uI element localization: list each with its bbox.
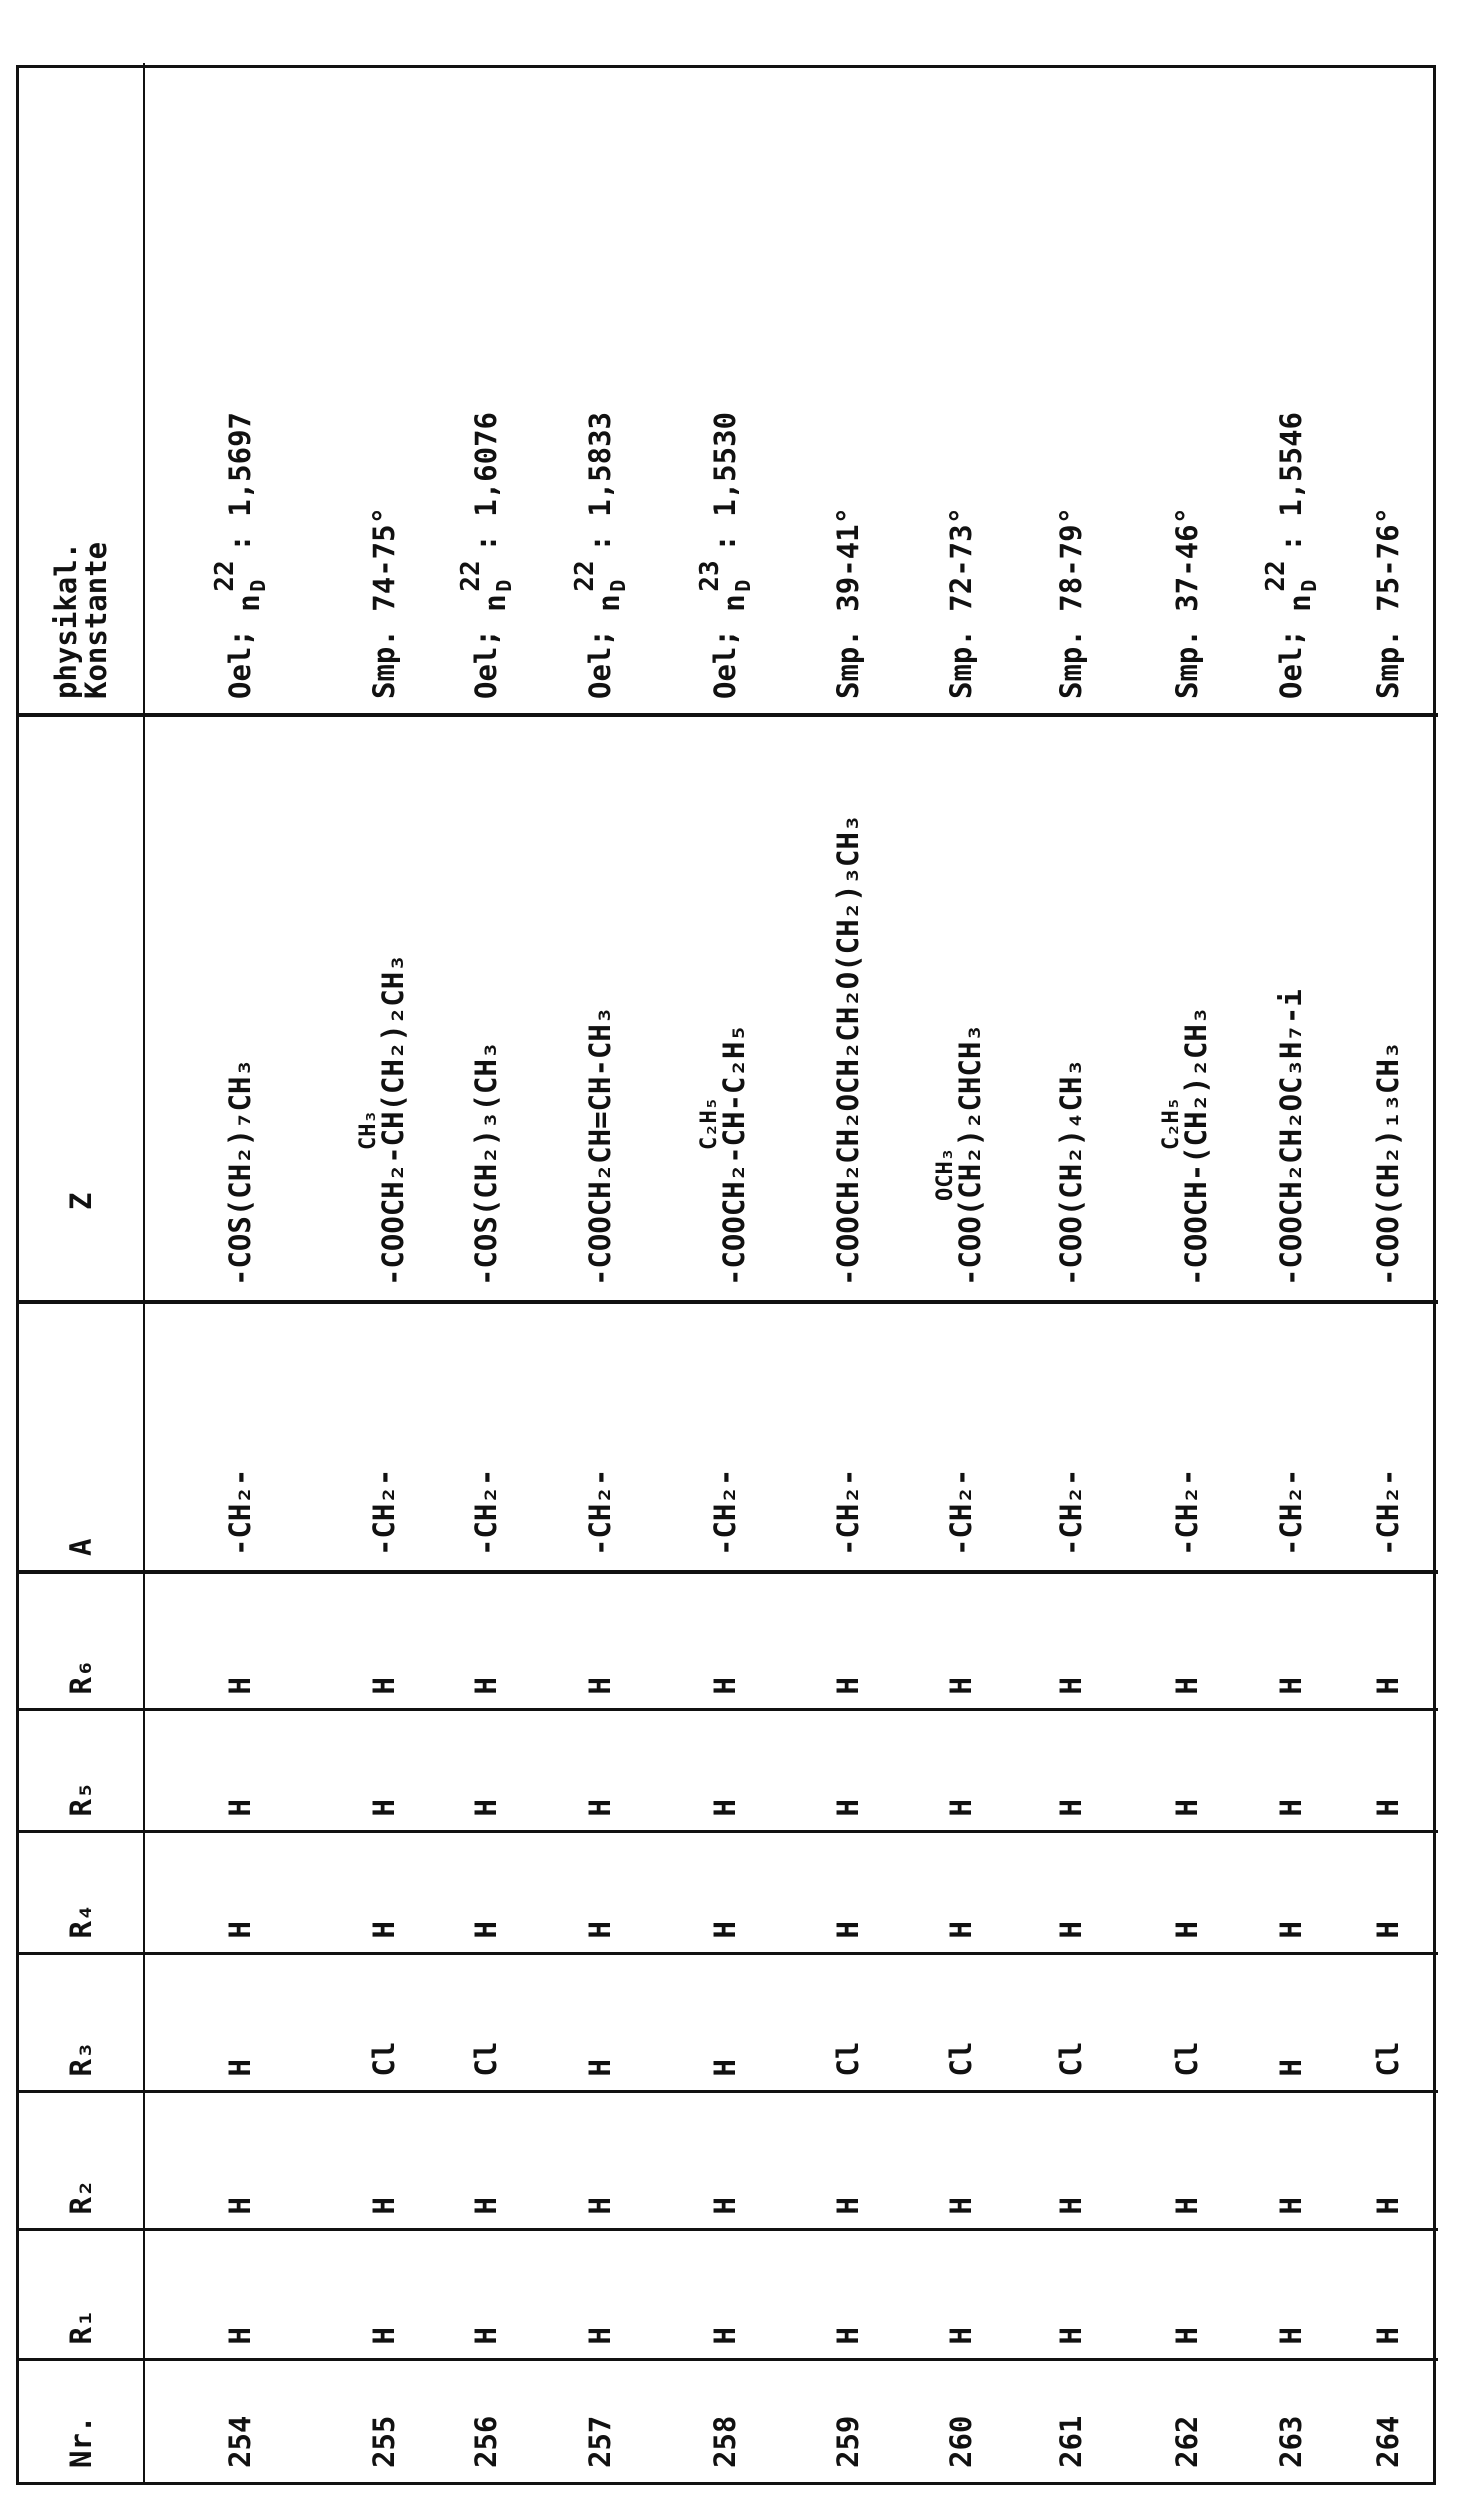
nd-d: D <box>492 580 516 592</box>
z-formula: -COOCH-(CH₂)₂CH₃ <box>1179 1007 1213 1286</box>
cell-r5: H <box>334 1710 434 1832</box>
cell-konstante <box>1012 63 1130 715</box>
cell-a: -CH₂- <box>1130 1302 1244 1572</box>
table-row <box>334 63 434 2482</box>
cell-r5: H <box>144 1710 334 1832</box>
melting-point: Smp. 39-41° <box>831 507 865 699</box>
cell-nr: 261 <box>1012 2360 1130 2482</box>
table-row <box>909 63 1012 2482</box>
cell-konstante <box>434 63 538 715</box>
cell-r6: H <box>662 1572 787 1710</box>
branch-substituent: C₂H₅ <box>1161 717 1183 1150</box>
header-nr: Nr. <box>19 2360 144 2482</box>
header-konstante-line2: Konstante <box>79 542 113 699</box>
nd-n: n <box>232 594 266 611</box>
cell-r2: H <box>662 2092 787 2230</box>
cell-r1: H <box>434 2230 538 2360</box>
cell-z <box>662 715 787 1302</box>
nd-d: D <box>731 580 755 592</box>
cell-konstante <box>787 63 909 715</box>
cell-konstante <box>1130 63 1244 715</box>
cell-a: -CH₂- <box>787 1302 909 1572</box>
table-row <box>1012 63 1130 2482</box>
cell-r4: H <box>1130 1832 1244 1954</box>
nd-d: D <box>606 580 630 592</box>
cell-nr: 254 <box>144 2360 334 2482</box>
cell-z <box>434 715 538 1302</box>
cell-r1: H <box>334 2230 434 2360</box>
z-formula: -COOCH₂CH=CH-CH₃ <box>583 1007 617 1286</box>
cell-r1: H <box>144 2230 334 2360</box>
z-formula: -COOCH₂CH₂OCH₂CH₂O(CH₂)₃CH₃ <box>831 815 865 1286</box>
nd-n: n <box>717 594 751 611</box>
cell-r1: H <box>1012 2230 1130 2360</box>
cell-r3: Cl <box>334 1954 434 2092</box>
cell-r1: H <box>1130 2230 1244 2360</box>
cell-r2: H <box>1130 2092 1244 2230</box>
cell-r5: H <box>787 1710 909 1832</box>
refractive-index-value: : 1,6076 <box>469 412 503 552</box>
table-row <box>1130 63 1244 2482</box>
cell-r3: Cl <box>909 1954 1012 2092</box>
cell-r2: H <box>1338 2092 1438 2230</box>
cell-nr: 257 <box>538 2360 662 2482</box>
cell-r2: H <box>787 2092 909 2230</box>
cell-a: -CH₂- <box>909 1302 1012 1572</box>
melting-point: Smp. 75-76° <box>1371 507 1405 699</box>
cell-r6: H <box>538 1572 662 1710</box>
cell-r6: H <box>1244 1572 1338 1710</box>
z-formula: -COO(CH₂)₁₃CH₃ <box>1371 1042 1405 1286</box>
cell-r3: Cl <box>787 1954 909 2092</box>
cell-z <box>787 715 909 1302</box>
cell-konstante <box>909 63 1012 715</box>
refractive-index-value: : 1,5546 <box>1274 412 1308 552</box>
cell-r4: H <box>1012 1832 1130 1954</box>
cell-nr: 263 <box>1244 2360 1338 2482</box>
branch-substituent: C₂H₅ <box>699 717 721 1150</box>
cell-r1: H <box>662 2230 787 2360</box>
cell-r2: H <box>1012 2092 1130 2230</box>
state-label: Oel; <box>708 629 742 699</box>
cell-a: -CH₂- <box>144 1302 334 1572</box>
cell-konstante <box>662 63 787 715</box>
cell-r5: H <box>1338 1710 1438 1832</box>
branch-substituent: CH₃ <box>358 717 380 1150</box>
cell-z <box>1130 715 1244 1302</box>
cell-r3: Cl <box>1130 1954 1244 2092</box>
cell-konstante <box>538 63 662 715</box>
cell-r2: H <box>909 2092 1012 2230</box>
cell-r5: H <box>538 1710 662 1832</box>
state-label: Oel; <box>469 629 503 699</box>
cell-r6: H <box>144 1572 334 1710</box>
nd-temperature: 23 <box>695 560 725 591</box>
cell-r4: H <box>144 1832 334 1954</box>
z-formula: -COO(CH₂)₄CH₃ <box>1054 1059 1088 1286</box>
cell-a: -CH₂- <box>434 1302 538 1572</box>
cell-r2: H <box>144 2092 334 2230</box>
state-label: Oel; <box>583 629 617 699</box>
cell-r4: H <box>662 1832 787 1954</box>
cell-konstante <box>1338 63 1438 715</box>
cell-r1: H <box>538 2230 662 2360</box>
refractive-index-value: : 1,5697 <box>223 412 257 552</box>
cell-nr: 262 <box>1130 2360 1244 2482</box>
cell-r3: Cl <box>434 1954 538 2092</box>
cell-r6: H <box>434 1572 538 1710</box>
nd-temperature: 22 <box>1261 560 1291 591</box>
cell-a: -CH₂- <box>1338 1302 1438 1572</box>
cell-r3: H <box>538 1954 662 2092</box>
state-label: Oel; <box>1274 629 1308 699</box>
cell-r4: H <box>538 1832 662 1954</box>
z-formula: -COOCH₂-CH-C₂H₅ <box>717 1024 751 1286</box>
nd-d: D <box>1297 580 1321 592</box>
header-r6: R₆ <box>19 1572 144 1710</box>
cell-z <box>1338 715 1438 1302</box>
cell-z <box>1012 715 1130 1302</box>
nd-temperature: 22 <box>210 560 240 591</box>
z-formula: -COS(CH₂)₃(CH₃ <box>469 1042 503 1286</box>
table-row <box>434 63 538 2482</box>
table-row <box>538 63 662 2482</box>
header-row <box>19 63 144 2482</box>
header-z: Z <box>19 715 144 1302</box>
nd-n: n <box>478 594 512 611</box>
cell-r1: H <box>1338 2230 1438 2360</box>
header-r2: R₂ <box>19 2092 144 2230</box>
cell-a: -CH₂- <box>662 1302 787 1572</box>
table-row <box>787 63 909 2482</box>
cell-r5: H <box>909 1710 1012 1832</box>
cell-r3: H <box>144 1954 334 2092</box>
refractive-index-value: : 1,5833 <box>583 412 617 552</box>
cell-a: -CH₂- <box>1012 1302 1130 1572</box>
cell-r3: Cl <box>1012 1954 1130 2092</box>
cell-nr: 258 <box>662 2360 787 2482</box>
cell-z <box>144 715 334 1302</box>
table-row <box>662 63 787 2482</box>
header-r5: R₅ <box>19 1710 144 1832</box>
cell-konstante <box>144 63 334 715</box>
z-formula: -COOCH₂-CH(CH₂)₂CH₃ <box>376 954 410 1286</box>
cell-konstante <box>334 63 434 715</box>
cell-nr: 264 <box>1338 2360 1438 2482</box>
cell-r5: H <box>1012 1710 1130 1832</box>
cell-r4: H <box>1338 1832 1438 1954</box>
cell-r3: H <box>662 1954 787 2092</box>
cell-r1: H <box>909 2230 1012 2360</box>
cell-r6: H <box>1130 1572 1244 1710</box>
cell-r6: H <box>909 1572 1012 1710</box>
cell-r2: H <box>434 2092 538 2230</box>
melting-point: Smp. 78-79° <box>1054 507 1088 699</box>
cell-r5: H <box>1130 1710 1244 1832</box>
cell-r1: H <box>1244 2230 1338 2360</box>
cell-r5: H <box>1244 1710 1338 1832</box>
cell-r3: Cl <box>1338 1954 1438 2092</box>
cell-r5: H <box>434 1710 538 1832</box>
melting-point: Smp. 37-46° <box>1170 507 1204 699</box>
cell-r1: H <box>787 2230 909 2360</box>
z-formula: -COS(CH₂)₇CH₃ <box>223 1059 257 1286</box>
cell-nr: 256 <box>434 2360 538 2482</box>
cell-r2: H <box>1244 2092 1338 2230</box>
cell-z <box>334 715 434 1302</box>
cell-konstante <box>1244 63 1338 715</box>
state-label: Oel; <box>223 629 257 699</box>
cell-nr: 260 <box>909 2360 1012 2482</box>
header-konstante <box>19 63 144 715</box>
cell-r4: H <box>334 1832 434 1954</box>
cell-a: -CH₂- <box>334 1302 434 1572</box>
cell-nr: 259 <box>787 2360 909 2482</box>
cell-r4: H <box>434 1832 538 1954</box>
header-r1: R₁ <box>19 2230 144 2360</box>
cell-a: -CH₂- <box>538 1302 662 1572</box>
table-row <box>1338 63 1438 2482</box>
cell-r4: H <box>1244 1832 1338 1954</box>
cell-r6: H <box>334 1572 434 1710</box>
table-row <box>1244 63 1338 2482</box>
cell-r3: H <box>1244 1954 1338 2092</box>
cell-r2: H <box>538 2092 662 2230</box>
cell-nr: 255 <box>334 2360 434 2482</box>
nd-n: n <box>592 594 626 611</box>
cell-r6: H <box>1012 1572 1130 1710</box>
cell-r4: H <box>909 1832 1012 1954</box>
cell-a: -CH₂- <box>1244 1302 1338 1572</box>
header-r4: R₄ <box>19 1832 144 1954</box>
header-r3: R₃ <box>19 1954 144 2092</box>
refractive-index-value: : 1,5530 <box>708 412 742 552</box>
header-a: A <box>19 1302 144 1572</box>
nd-d: D <box>246 580 270 592</box>
melting-point: Smp. 74-75° <box>367 507 401 699</box>
nd-temperature: 22 <box>456 560 486 591</box>
cell-z <box>538 715 662 1302</box>
z-formula: -COO(CH₂)₂CHCH₃ <box>953 1024 987 1286</box>
cell-r5: H <box>662 1710 787 1832</box>
nd-temperature: 22 <box>570 560 600 591</box>
nd-n: n <box>1283 594 1317 611</box>
cell-r6: H <box>1338 1572 1438 1710</box>
cell-z <box>1244 715 1338 1302</box>
cell-z <box>909 715 1012 1302</box>
cell-r6: H <box>787 1572 909 1710</box>
header-konstante-line1: physikal. <box>49 542 83 699</box>
melting-point: Smp. 72-73° <box>944 507 978 699</box>
compound-table <box>16 65 1436 2485</box>
branch-substituent: OCH₃ <box>935 717 957 1201</box>
cell-r4: H <box>787 1832 909 1954</box>
cell-r2: H <box>334 2092 434 2230</box>
z-formula: -COOCH₂CH₂OC₃H₇-i <box>1274 989 1308 1286</box>
table-row <box>144 63 334 2482</box>
